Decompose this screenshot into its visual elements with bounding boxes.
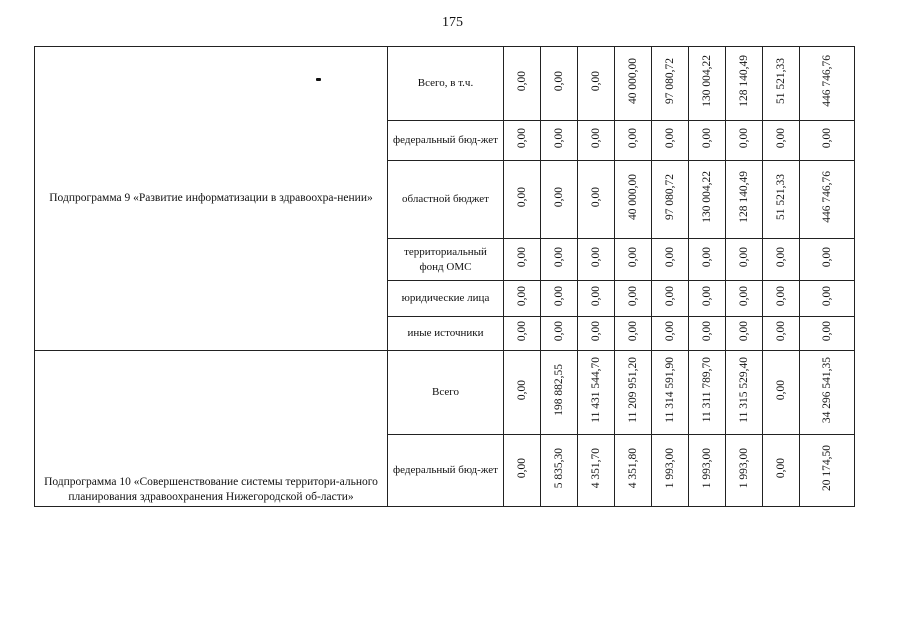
value-text: 97 080,72: [663, 174, 676, 220]
value-cell: [763, 281, 800, 317]
value-cell: [578, 351, 615, 435]
total-text: 0,00: [820, 127, 833, 149]
page-number: 175: [442, 15, 463, 30]
total-cell: [800, 435, 855, 507]
value-cell: [763, 161, 800, 239]
value-text: 0,00: [515, 379, 528, 401]
value-cell: [689, 281, 726, 317]
value-cell: [578, 161, 615, 239]
value-text: 0,00: [552, 320, 565, 342]
value-cell: [504, 239, 541, 281]
value-text: 0,00: [552, 127, 565, 149]
total-cell: [800, 161, 855, 239]
value-text: 5 835,30: [552, 447, 565, 489]
program-name-cell: Подпрограмма 10 «Совершенствование системы территори-ального планирования здравоохранения Нижегородской об-ласти»: [35, 351, 388, 507]
value-cell: [726, 161, 763, 239]
value-text: 0,00: [552, 285, 565, 307]
value-text: 0,00: [552, 246, 565, 268]
value-cell: [689, 317, 726, 351]
value-cell: [541, 161, 578, 239]
value-text: 40 000,00: [626, 58, 639, 104]
value-cell: [615, 281, 652, 317]
value-text: 198 882,55: [552, 364, 565, 416]
funding-source-cell: федеральный бюд-жет: [388, 435, 504, 507]
value-text: 40 000,00: [626, 174, 639, 220]
value-text: 130 004,22: [700, 55, 713, 107]
value-text: 0,00: [774, 379, 787, 401]
value-text: 128 140,49: [737, 55, 750, 107]
value-cell: [726, 47, 763, 121]
value-text: 0,00: [663, 285, 676, 307]
total-cell: [800, 281, 855, 317]
value-text: 0,00: [515, 70, 528, 92]
value-text: 0,00: [552, 70, 565, 92]
value-cell: [578, 281, 615, 317]
value-cell: [615, 121, 652, 161]
value-text: 51 521,33: [774, 58, 787, 104]
value-text: 0,00: [737, 127, 750, 149]
value-cell: [726, 281, 763, 317]
value-cell: [689, 121, 726, 161]
value-text: 0,00: [515, 285, 528, 307]
total-cell: [800, 121, 855, 161]
value-text: 0,00: [663, 246, 676, 268]
value-cell: [652, 161, 689, 239]
value-cell: [615, 317, 652, 351]
value-cell: [689, 47, 726, 121]
value-cell: [763, 351, 800, 435]
value-cell: [763, 239, 800, 281]
value-text: 0,00: [552, 186, 565, 208]
value-text: 130 004,22: [700, 171, 713, 223]
value-text: 0,00: [515, 127, 528, 149]
value-cell: [615, 351, 652, 435]
funding-source-cell: Всего: [388, 351, 504, 435]
total-text: 446 746,76: [820, 171, 833, 223]
value-cell: [652, 239, 689, 281]
value-cell: [541, 281, 578, 317]
value-cell: [504, 435, 541, 507]
value-text: 0,00: [589, 127, 602, 149]
value-cell: [578, 239, 615, 281]
value-cell: [726, 239, 763, 281]
value-text: 1 993,00: [737, 447, 750, 489]
value-text: 0,00: [700, 246, 713, 268]
funding-source-cell: юридические лица: [388, 281, 504, 317]
total-cell: [800, 239, 855, 281]
value-cell: [541, 121, 578, 161]
value-text: 0,00: [774, 127, 787, 149]
value-cell: [615, 435, 652, 507]
value-text: 11 209 951,20: [626, 357, 639, 423]
total-text: 0,00: [820, 320, 833, 342]
value-text: 0,00: [589, 285, 602, 307]
value-text: 0,00: [515, 186, 528, 208]
value-cell: [689, 239, 726, 281]
funding-source-cell: федеральный бюд-жет: [388, 121, 504, 161]
value-cell: [504, 161, 541, 239]
value-cell: [763, 317, 800, 351]
total-cell: [800, 351, 855, 435]
value-cell: [541, 317, 578, 351]
value-text: 4 351,80: [626, 447, 639, 489]
value-text: 0,00: [737, 320, 750, 342]
total-cell: [800, 47, 855, 121]
value-text: 0,00: [626, 320, 639, 342]
funding-source-cell: Всего, в т.ч.: [388, 47, 504, 121]
value-cell: [504, 47, 541, 121]
value-text: 0,00: [626, 285, 639, 307]
value-text: 4 351,70: [589, 447, 602, 489]
value-text: 97 080,72: [663, 58, 676, 104]
value-text: 0,00: [626, 246, 639, 268]
value-text: 0,00: [700, 127, 713, 149]
value-cell: [652, 47, 689, 121]
value-cell: [541, 47, 578, 121]
value-cell: [763, 121, 800, 161]
total-text: 0,00: [820, 285, 833, 307]
value-cell: [615, 161, 652, 239]
value-cell: [504, 317, 541, 351]
value-cell: [763, 47, 800, 121]
value-text: 0,00: [700, 320, 713, 342]
value-cell: [726, 435, 763, 507]
value-cell: [541, 435, 578, 507]
value-cell: [541, 239, 578, 281]
value-cell: [652, 317, 689, 351]
value-cell: [652, 281, 689, 317]
value-text: 0,00: [589, 320, 602, 342]
value-text: 51 521,33: [774, 174, 787, 220]
value-cell: [763, 435, 800, 507]
value-cell: [578, 47, 615, 121]
value-text: 128 140,49: [737, 171, 750, 223]
value-text: 0,00: [663, 127, 676, 149]
value-cell: [504, 121, 541, 161]
value-text: 0,00: [515, 320, 528, 342]
funding-source-cell: областной бюджет: [388, 161, 504, 239]
value-cell: [615, 239, 652, 281]
value-cell: [726, 317, 763, 351]
value-cell: [578, 121, 615, 161]
value-text: 11 431 544,70: [589, 357, 602, 423]
funding-source-cell: территориальный фонд ОМС: [388, 239, 504, 281]
value-cell: [689, 351, 726, 435]
value-cell: [689, 435, 726, 507]
value-text: 0,00: [515, 246, 528, 268]
table-row: [35, 47, 855, 121]
table-body: [35, 47, 855, 507]
total-text: 0,00: [820, 246, 833, 268]
value-text: 0,00: [774, 320, 787, 342]
program-name-cell: Подпрограмма 9 «Развитие информатизации в здравоохра-нении»: [35, 47, 388, 351]
value-text: 0,00: [737, 285, 750, 307]
value-cell: [615, 47, 652, 121]
value-text: 0,00: [737, 246, 750, 268]
value-cell: [541, 351, 578, 435]
value-cell: [726, 351, 763, 435]
funding-source-cell: иные источники: [388, 317, 504, 351]
total-text: 446 746,76: [820, 55, 833, 107]
value-text: 0,00: [589, 186, 602, 208]
value-text: 0,00: [663, 320, 676, 342]
value-cell: [652, 435, 689, 507]
value-text: 0,00: [700, 285, 713, 307]
value-text: 0,00: [774, 285, 787, 307]
value-text: 11 314 591,90: [663, 357, 676, 423]
value-cell: [726, 121, 763, 161]
value-cell: [578, 317, 615, 351]
value-cell: [689, 161, 726, 239]
value-text: 11 315 529,40: [737, 357, 750, 423]
value-text: 0,00: [515, 457, 528, 479]
total-text: 20 174,50: [820, 445, 833, 491]
table-row: [35, 351, 855, 435]
value-text: 1 993,00: [700, 447, 713, 489]
value-cell: [652, 121, 689, 161]
value-cell: [578, 435, 615, 507]
value-text: 0,00: [774, 246, 787, 268]
value-text: 0,00: [626, 127, 639, 149]
funding-table: [34, 46, 855, 507]
total-text: 34 296 541,35: [820, 356, 833, 424]
total-cell: [800, 317, 855, 351]
value-cell: [504, 351, 541, 435]
value-text: 0,00: [589, 70, 602, 92]
value-text: 0,00: [589, 246, 602, 268]
value-text: 11 311 789,70: [700, 357, 713, 423]
value-text: 1 993,00: [663, 447, 676, 489]
value-text: 0,00: [774, 457, 787, 479]
value-cell: [504, 281, 541, 317]
value-cell: [652, 351, 689, 435]
